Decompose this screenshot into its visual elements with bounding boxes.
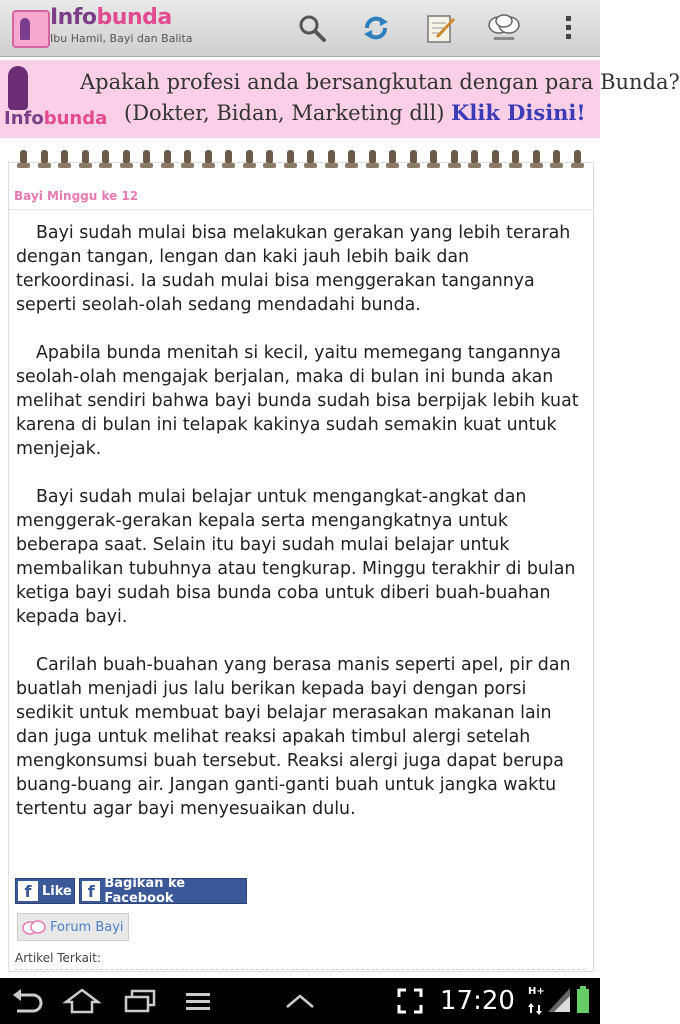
share-label: Bagikan ke Facebook [104,876,186,906]
app-title [50,5,172,30]
notebook-ring-icon [163,150,172,172]
article-paragraph: Carilah buah-buahan yang berasa manis seperti apel, pir dan buatlah menjadi jus lalu berikan kepada bayi dengan porsi sedikit untuk membuat bayi belajar merasakan makanan lain dan juga untuk melihat reaksi apakah timbul alergi setelah mengkonsumsi buah tersebut. Reaksi alergi juga dapat berupa buang-buang air. Jangan ganti-ganti buah untuk jangka waktu tertentu agar bayi menyesuaikan dulu. [16,655,571,819]
notebook-ring-icon [40,150,49,172]
notebook-ring-icon [368,150,377,172]
banner-cta-link[interactable]: Klik Disini! [451,100,586,125]
notebook-ring-icon [265,150,274,172]
forum-cloud-icon[interactable] [484,8,524,48]
facebook-icon: f [18,881,38,901]
notebook-ring-icon [388,150,397,172]
notebook-ring-icon [450,150,459,172]
notebook-ring-icon [183,150,192,172]
notebook-ring-icon [286,150,295,172]
notebook-ring-icon [245,150,254,172]
battery-icon [576,986,590,1018]
notebook-ring-icon [327,150,336,172]
notebook-ring-icon [491,150,500,172]
notebook-ring-icon [122,150,131,172]
mother-illustration-icon [8,66,28,110]
like-label: Like [42,883,72,899]
facebook-icon: f [82,881,100,901]
notebook-ring-icon [552,150,561,172]
related-divider [15,969,585,970]
app-logo-icon[interactable] [12,10,50,48]
overflow-menu-icon[interactable] [548,8,588,48]
title-divider [9,209,593,210]
banner-logo-part1: Info [4,108,44,129]
ad-banner[interactable] [0,60,680,138]
home-icon[interactable] [60,986,104,1016]
facebook-like-button[interactable] [15,878,75,904]
notebook-ring-icon [224,150,233,172]
fullscreen-icon[interactable] [388,986,432,1016]
refresh-icon[interactable] [356,8,396,48]
banner-line2 [124,100,586,125]
notebook-ring-icon [60,150,69,172]
notebook-ring-icon [306,150,315,172]
notebook-rings [19,150,589,178]
signal-icon [548,988,570,1016]
action-bar [0,0,600,57]
article-title: Bayi Minggu ke 12 [14,189,139,203]
notebook-ring-icon [470,150,479,172]
system-bar [0,978,600,1024]
facebook-share-button[interactable] [79,878,247,904]
back-icon[interactable] [4,986,48,1016]
app-title-part1: Info [50,5,97,30]
data-arrows-icon [528,1000,542,1019]
edit-note-icon[interactable] [420,8,460,48]
chevron-up-icon[interactable] [278,986,322,1016]
forum-label: Forum Bayi [50,919,124,935]
app-subtitle: Ibu Hamil, Bayi dan Balita [50,32,193,45]
banner-logo-part2: bunda [43,108,108,129]
article-paragraph: Bayi sudah mulai bisa melakukan gerakan yang lebih terarah dengan tangan, lengan dan kaki jauh lebih baik dan terkoordinasi. Ia sudah mulai bisa menggerakan tangannya seperti seolah-olah sedang mendadahi bunda. [16,223,571,315]
banner-logo [4,108,107,129]
notebook-ring-icon [81,150,90,172]
notebook-ring-icon [204,150,213,172]
clock: 17:20 [440,986,515,1016]
related-articles-label: Artikel Terkait: [15,951,102,965]
banner-line2-text: (Dokter, Bidan, Marketing dll) [124,101,445,125]
banner-line1: Apakah profesi anda bersangkutan dengan para Bunda? [80,70,680,94]
search-icon[interactable] [292,8,332,48]
app-title-part2: bunda [96,5,172,30]
forum-cloud-icon [22,918,46,936]
article-paragraph: Bayi sudah mulai belajar untuk mengangkat-angkat dan menggerak-gerakan kepala serta mengangkatnya untuk beberapa saat. Selain itu bayi sudah mulai belajar untuk membalikan tubuhnya atau tengkurap. Minggu terakhir di bulan ketiga bayi sudah bisa bunda coba untuk diberi buah-buahan kepada bayi. [16,487,576,627]
notebook-ring-icon [429,150,438,172]
menu-icon[interactable] [176,986,220,1016]
network-type: H+ [528,986,545,997]
notebook-ring-icon [142,150,151,172]
article-card [8,162,594,972]
forum-bayi-button[interactable] [17,913,129,941]
notebook-ring-icon [573,150,582,172]
article-body [16,221,586,845]
notebook-ring-icon [409,150,418,172]
notebook-ring-icon [19,150,28,172]
notebook-ring-icon [532,150,541,172]
notebook-ring-icon [511,150,520,172]
notebook-ring-icon [101,150,110,172]
article-paragraph: Apabila bunda menitah si kecil, yaitu memegang tangannya seolah-olah mengajak berjalan, maka di bulan ini bunda akan melihat sendiri bahwa bayi bunda sudah bisa berpijak lebih kuat karena di bulan ini telapak kakinya sudah semakin kuat untuk menjejak. [16,343,579,459]
notebook-ring-icon [347,150,356,172]
recent-apps-icon[interactable] [118,986,162,1016]
